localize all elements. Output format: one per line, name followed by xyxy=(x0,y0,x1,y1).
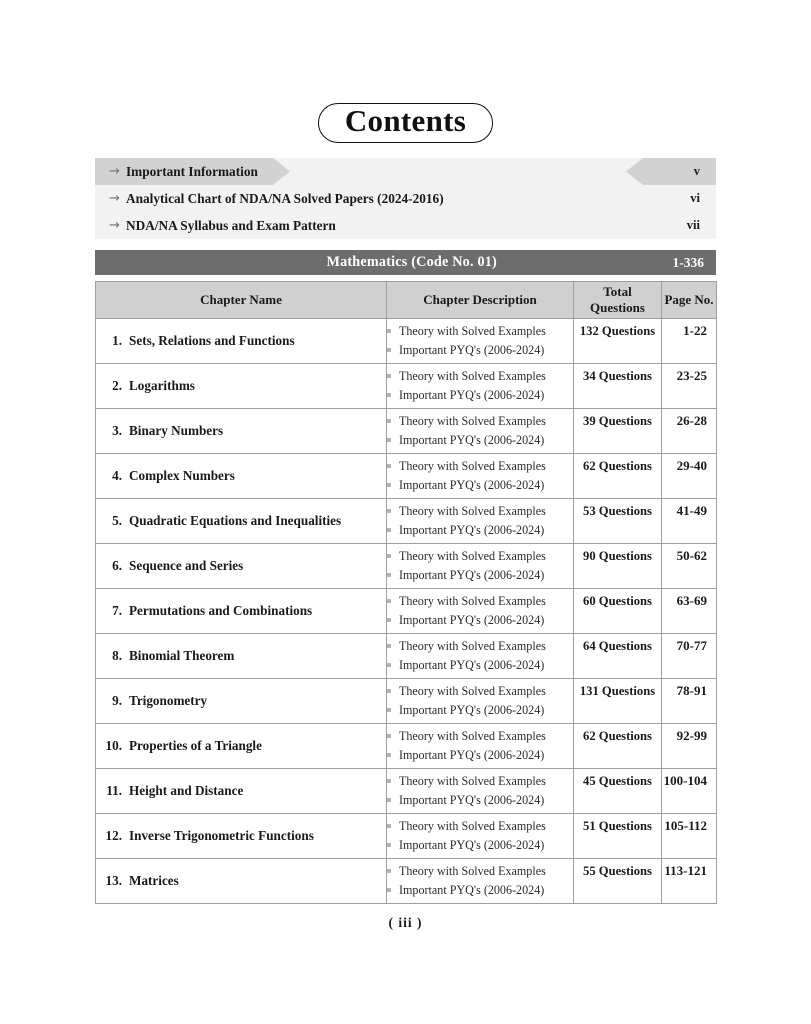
description-list xyxy=(387,772,573,810)
page-range-value: 113-121 xyxy=(664,863,707,878)
square-bullet-icon xyxy=(387,689,391,693)
table-row[interactable] xyxy=(96,589,717,634)
total-questions-value: 64 Questions xyxy=(583,638,652,653)
chapter-title: Logarithms xyxy=(129,378,195,393)
page-range-cell xyxy=(662,859,717,904)
page-range-value: 41-49 xyxy=(676,503,707,518)
chapter-name-cell xyxy=(96,409,387,454)
page-range-value: 1-22 xyxy=(683,323,707,338)
square-bullet-icon xyxy=(387,779,391,783)
description-list-item xyxy=(387,476,573,495)
front-matter-item[interactable] xyxy=(95,185,716,212)
description-text: Theory with Solved Examples xyxy=(399,503,546,518)
chapter-name-cell xyxy=(96,859,387,904)
front-matter-item-label: Analytical Chart of NDA/NA Solved Papers (2024-2016) xyxy=(126,190,444,206)
description-list xyxy=(387,457,573,495)
description-list-item xyxy=(387,746,573,765)
page-range-cell xyxy=(662,814,717,859)
chapter-name-inner xyxy=(96,783,386,799)
description-list-item xyxy=(387,862,573,881)
table-row[interactable] xyxy=(96,319,717,364)
chapter-description-cell xyxy=(387,409,574,454)
chapter-number: 9. xyxy=(112,693,122,708)
chapter-name-inner xyxy=(96,423,386,439)
chapter-number: 5. xyxy=(112,513,122,528)
description-list xyxy=(387,592,573,630)
chapter-name-inner xyxy=(96,468,386,484)
square-bullet-icon xyxy=(387,599,391,603)
square-bullet-icon xyxy=(387,753,391,757)
page-title-pill xyxy=(318,103,493,143)
description-text: Important PYQ's (2006-2024) xyxy=(399,478,545,492)
table-row[interactable] xyxy=(96,769,717,814)
column-header-chapter-name: Chapter Name xyxy=(96,282,387,319)
chapter-name-cell xyxy=(96,319,387,364)
chapter-description-cell xyxy=(387,634,574,679)
chapter-title: Inverse Trigonometric Functions xyxy=(129,828,314,843)
square-bullet-icon xyxy=(387,464,391,468)
description-text: Theory with Solved Examples xyxy=(399,413,546,428)
description-text: Theory with Solved Examples xyxy=(399,368,546,383)
description-list xyxy=(387,862,573,900)
description-list-item xyxy=(387,457,573,476)
square-bullet-icon xyxy=(387,663,391,667)
chapter-title: Binomial Theorem xyxy=(129,648,235,663)
chapter-title: Complex Numbers xyxy=(129,468,235,483)
table-row[interactable] xyxy=(96,859,717,904)
square-bullet-icon xyxy=(387,618,391,622)
front-matter-item[interactable] xyxy=(95,158,716,185)
description-list xyxy=(387,637,573,675)
total-questions-cell xyxy=(574,409,662,454)
chapter-description-cell xyxy=(387,859,574,904)
chapter-title: Matrices xyxy=(129,873,179,888)
chapter-name-cell xyxy=(96,544,387,589)
page-range-cell xyxy=(662,544,717,589)
chapter-number: 6. xyxy=(112,558,122,573)
chapter-number: 1. xyxy=(112,333,122,348)
total-questions-value: 131 Questions xyxy=(579,683,656,698)
total-questions-value: 55 Questions xyxy=(583,863,652,878)
description-text: Theory with Solved Examples xyxy=(399,458,546,473)
description-text: Important PYQ's (2006-2024) xyxy=(399,883,545,897)
chapter-name-inner xyxy=(96,333,386,349)
description-text: Important PYQ's (2006-2024) xyxy=(399,388,545,402)
page-range-value: 78-91 xyxy=(676,683,707,698)
chapter-title: Sequence and Series xyxy=(129,558,244,573)
square-bullet-icon xyxy=(387,438,391,442)
square-bullet-icon xyxy=(387,374,391,378)
square-bullet-icon xyxy=(387,528,391,532)
chapter-name-cell xyxy=(96,364,387,409)
chapter-description-cell xyxy=(387,454,574,499)
page-range-cell xyxy=(662,679,717,724)
page-range-value: 92-99 xyxy=(676,728,707,743)
subject-banner xyxy=(95,250,716,275)
chapter-name-inner xyxy=(96,693,386,709)
chapter-description-cell xyxy=(387,814,574,859)
total-questions-cell xyxy=(574,319,662,364)
description-list-item xyxy=(387,592,573,611)
page-range-value: 26-28 xyxy=(676,413,707,428)
chapter-name-cell xyxy=(96,724,387,769)
description-list-item xyxy=(387,701,573,720)
chapter-title: Quadratic Equations and Inequalities xyxy=(129,513,342,528)
page-range-value: 100-104 xyxy=(663,773,707,788)
total-questions-value: 39 Questions xyxy=(583,413,652,428)
total-questions-cell xyxy=(574,814,662,859)
page-range-cell xyxy=(662,364,717,409)
description-list xyxy=(387,727,573,765)
description-text: Theory with Solved Examples xyxy=(399,728,546,743)
chapter-description-cell xyxy=(387,679,574,724)
square-bullet-icon xyxy=(387,644,391,648)
page-range-value: 105-112 xyxy=(664,818,707,833)
chapter-description-cell xyxy=(387,544,574,589)
description-text: Important PYQ's (2006-2024) xyxy=(399,838,545,852)
description-list-item xyxy=(387,656,573,675)
chapter-name-inner xyxy=(96,648,386,664)
chapter-title: Permutations and Combinations xyxy=(129,603,313,618)
chapter-description-cell xyxy=(387,499,574,544)
description-list-item xyxy=(387,682,573,701)
table-row[interactable] xyxy=(96,499,717,544)
total-questions-cell xyxy=(574,634,662,679)
total-questions-cell xyxy=(574,724,662,769)
chapter-number: 2. xyxy=(112,378,122,393)
page-range-cell xyxy=(662,454,717,499)
chapter-name-inner xyxy=(96,558,386,574)
subject-page-range: 1-336 xyxy=(672,254,704,270)
chapter-name-cell xyxy=(96,679,387,724)
chapter-name-cell xyxy=(96,769,387,814)
total-questions-cell xyxy=(574,769,662,814)
total-questions-cell xyxy=(574,679,662,724)
chapter-number: 8. xyxy=(112,648,122,663)
chapter-number: 12. xyxy=(105,828,122,843)
description-list xyxy=(387,367,573,405)
total-questions-value: 62 Questions xyxy=(583,458,652,473)
page-range-cell xyxy=(662,409,717,454)
chapter-name-cell xyxy=(96,814,387,859)
arrow-right-icon: → xyxy=(109,164,120,179)
square-bullet-icon xyxy=(387,393,391,397)
chapter-name-inner xyxy=(96,378,386,394)
description-text: Theory with Solved Examples xyxy=(399,548,546,563)
total-questions-value: 90 Questions xyxy=(583,548,652,563)
description-text: Important PYQ's (2006-2024) xyxy=(399,523,545,537)
total-questions-cell xyxy=(574,454,662,499)
chapter-number: 11. xyxy=(106,783,122,798)
total-questions-cell xyxy=(574,364,662,409)
description-text: Theory with Solved Examples xyxy=(399,683,546,698)
page-range-value: 63-69 xyxy=(676,593,707,608)
description-text: Important PYQ's (2006-2024) xyxy=(399,793,545,807)
arrow-right-icon: → xyxy=(109,218,120,233)
chapter-name-inner xyxy=(96,828,386,844)
total-questions-cell xyxy=(574,589,662,634)
description-text: Theory with Solved Examples xyxy=(399,638,546,653)
table-row[interactable] xyxy=(96,814,717,859)
description-text: Important PYQ's (2006-2024) xyxy=(399,433,545,447)
square-bullet-icon xyxy=(387,869,391,873)
chapter-number: 7. xyxy=(112,603,122,618)
arrow-right-icon: → xyxy=(109,191,120,206)
page-range-cell xyxy=(662,589,717,634)
page-range-value: 23-25 xyxy=(676,368,707,383)
total-questions-value: 60 Questions xyxy=(583,593,652,608)
total-questions-cell xyxy=(574,499,662,544)
chapter-name-inner xyxy=(96,603,386,619)
page-range-value: 50-62 xyxy=(676,548,707,563)
square-bullet-icon xyxy=(387,843,391,847)
table-row[interactable] xyxy=(96,409,717,454)
description-list-item xyxy=(387,772,573,791)
description-list-item xyxy=(387,547,573,566)
square-bullet-icon xyxy=(387,348,391,352)
description-list-item xyxy=(387,386,573,405)
chapter-name-cell xyxy=(96,454,387,499)
total-questions-cell xyxy=(574,544,662,589)
description-list-item xyxy=(387,502,573,521)
chapter-name-cell xyxy=(96,499,387,544)
total-questions-value: 53 Questions xyxy=(583,503,652,518)
front-matter-item-page: vi xyxy=(690,191,700,205)
square-bullet-icon xyxy=(387,734,391,738)
square-bullet-icon xyxy=(387,554,391,558)
description-text: Theory with Solved Examples xyxy=(399,818,546,833)
subject-title: Mathematics (Code No. 01) xyxy=(326,254,497,270)
square-bullet-icon xyxy=(387,483,391,487)
chapter-title: Properties of a Triangle xyxy=(129,738,262,753)
description-list xyxy=(387,547,573,585)
total-questions-value: 51 Questions xyxy=(583,818,652,833)
column-header-page-no: Page No. xyxy=(662,282,717,319)
front-matter-item[interactable] xyxy=(95,212,716,239)
square-bullet-icon xyxy=(387,419,391,423)
description-list-item xyxy=(387,367,573,386)
chapter-name-cell xyxy=(96,634,387,679)
front-matter-item-label: Important Information xyxy=(126,163,258,179)
page-range-cell xyxy=(662,499,717,544)
column-header-chapter-description: Chapter Description xyxy=(387,282,574,319)
description-list-item xyxy=(387,817,573,836)
front-matter-item-label: NDA/NA Syllabus and Exam Pattern xyxy=(126,217,336,233)
description-list-item xyxy=(387,637,573,656)
chapter-description-cell xyxy=(387,589,574,634)
column-header-total-questions: Total Questions xyxy=(574,282,662,319)
table-header-row xyxy=(96,282,717,319)
chapter-title: Sets, Relations and Functions xyxy=(129,333,295,348)
description-list xyxy=(387,682,573,720)
description-list-item xyxy=(387,881,573,900)
description-text: Theory with Solved Examples xyxy=(399,593,546,608)
description-text: Important PYQ's (2006-2024) xyxy=(399,568,545,582)
square-bullet-icon xyxy=(387,708,391,712)
page-range-cell xyxy=(662,319,717,364)
total-questions-value: 132 Questions xyxy=(579,323,656,338)
chapter-name-inner xyxy=(96,513,386,529)
page-range-value: 29-40 xyxy=(676,458,707,473)
description-list xyxy=(387,817,573,855)
page-range-cell xyxy=(662,634,717,679)
total-questions-value: 45 Questions xyxy=(583,773,652,788)
total-questions-value: 34 Questions xyxy=(583,368,652,383)
page-range-cell xyxy=(662,769,717,814)
square-bullet-icon xyxy=(387,888,391,892)
contents-table xyxy=(95,281,717,904)
front-matter-item-page: v xyxy=(693,164,700,178)
page-range-value: 70-77 xyxy=(676,638,707,653)
chapter-title: Trigonometry xyxy=(129,693,208,708)
chapter-name-inner xyxy=(96,873,386,889)
description-list xyxy=(387,412,573,450)
description-text: Important PYQ's (2006-2024) xyxy=(399,343,545,357)
description-list-item xyxy=(387,322,573,341)
chapter-number: 13. xyxy=(105,873,122,888)
square-bullet-icon xyxy=(387,798,391,802)
description-list-item xyxy=(387,566,573,585)
description-text: Important PYQ's (2006-2024) xyxy=(399,748,545,762)
description-list-item xyxy=(387,341,573,360)
table-row[interactable] xyxy=(96,634,717,679)
description-text: Theory with Solved Examples xyxy=(399,773,546,788)
table-row[interactable] xyxy=(96,724,717,769)
square-bullet-icon xyxy=(387,824,391,828)
description-list xyxy=(387,322,573,360)
table-row[interactable] xyxy=(96,364,717,409)
table-row[interactable] xyxy=(96,679,717,724)
total-questions-cell xyxy=(574,859,662,904)
description-list xyxy=(387,502,573,540)
description-list-item xyxy=(387,791,573,810)
table-row[interactable] xyxy=(96,454,717,499)
front-matter-list xyxy=(95,158,716,239)
chapter-number: 10. xyxy=(105,738,122,753)
chapter-description-cell xyxy=(387,319,574,364)
chapter-title: Height and Distance xyxy=(129,783,244,798)
description-list-item xyxy=(387,611,573,630)
description-list-item xyxy=(387,431,573,450)
page-title-wrapper xyxy=(0,103,811,143)
chapter-description-cell xyxy=(387,769,574,814)
description-text: Theory with Solved Examples xyxy=(399,863,546,878)
description-text: Important PYQ's (2006-2024) xyxy=(399,658,545,672)
table-header xyxy=(96,282,717,319)
description-list-item xyxy=(387,836,573,855)
description-list-item xyxy=(387,521,573,540)
chapter-number: 3. xyxy=(112,423,122,438)
chapter-name-cell xyxy=(96,589,387,634)
chapter-title: Binary Numbers xyxy=(129,423,224,438)
page-range-cell xyxy=(662,724,717,769)
square-bullet-icon xyxy=(387,329,391,333)
total-questions-value: 62 Questions xyxy=(583,728,652,743)
description-list-item xyxy=(387,727,573,746)
chapter-number: 4. xyxy=(112,468,122,483)
chapter-name-inner xyxy=(96,738,386,754)
description-text: Important PYQ's (2006-2024) xyxy=(399,703,545,717)
table-row[interactable] xyxy=(96,544,717,589)
front-matter-item-page: vii xyxy=(686,218,700,232)
table-body xyxy=(96,319,717,904)
page-title: Contents xyxy=(344,103,467,138)
description-list-item xyxy=(387,412,573,431)
chapter-description-cell xyxy=(387,364,574,409)
page-footer: ( iii ) xyxy=(388,915,423,930)
square-bullet-icon xyxy=(387,509,391,513)
square-bullet-icon xyxy=(387,573,391,577)
description-text: Theory with Solved Examples xyxy=(399,323,546,338)
description-text: Important PYQ's (2006-2024) xyxy=(399,613,545,627)
chapter-description-cell xyxy=(387,724,574,769)
